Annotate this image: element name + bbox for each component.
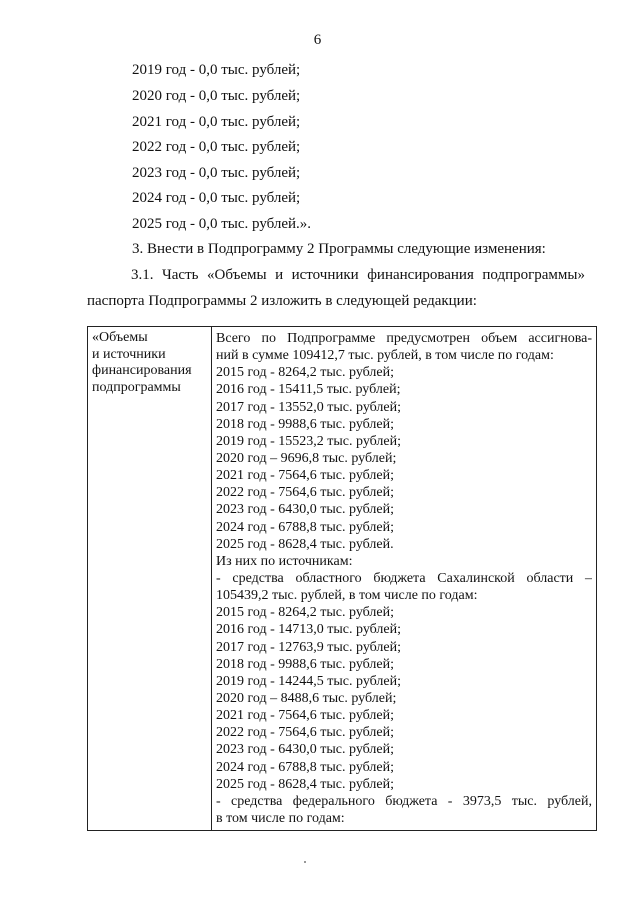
right-cell-line: 2022 год - 7564,6 тыс. рублей; [216, 725, 395, 741]
right-cell-line: 2023 год - 6430,0 тыс. рублей; [216, 742, 395, 758]
right-cell-line: Всего по Подпрограмме предусмотрен объем ассигнова- [216, 331, 592, 346]
right-cell-line: ний в сумме 109412,7 тыс. рублей, в том числе по годам: [216, 348, 554, 364]
year-line: 2021 год - 0,0 тыс. рублей; [132, 114, 301, 130]
right-cell-line: 2019 год - 15523,2 тыс. рублей; [216, 433, 402, 449]
right-cell-line: 2016 год - 15411,5 тыс. рублей; [216, 382, 401, 398]
right-cell-line: 2015 год - 8264,2 тыс. рублей; [216, 605, 395, 621]
scan-speck [304, 861, 306, 863]
year-line: 2022 год - 0,0 тыс. рублей; [132, 139, 301, 155]
right-cell-line: 2025 год - 8628,4 тыс. рублей. [216, 536, 394, 552]
right-cell-line: в том числе по годам: [216, 810, 345, 826]
right-cell-line: - средства федерального бюджета - 3973,5 тыс. рублей, [216, 793, 592, 809]
right-cell-line: 2021 год - 7564,6 тыс. рублей; [216, 708, 395, 724]
right-cell-line: 2017 год - 13552,0 тыс. рублей; [216, 399, 402, 415]
right-cell-line: 2020 год – 8488,6 тыс. рублей; [216, 690, 397, 706]
right-cell-line: 2015 год - 8264,2 тыс. рублей; [216, 365, 395, 381]
paragraph-item-3: 3. Внести в Подпрограмму 2 Программы следующие изменения: [132, 241, 546, 257]
page-number: 6 [313, 32, 322, 48]
table-left-cell [92, 330, 210, 396]
right-cell-line: - средства областного бюджета Сахалинской области – [216, 570, 592, 586]
right-cell-line: 2024 год - 6788,8 тыс. рублей; [216, 519, 395, 535]
year-line: 2023 год - 0,0 тыс. рублей; [132, 165, 301, 181]
left-cell-line: подпрограммы [92, 379, 181, 395]
paragraph-item-3-1-line-2: паспорта Подпрограммы 2 изложить в следующей редакции: [87, 293, 477, 309]
left-cell-line: «Объемы [92, 330, 148, 345]
financing-table [87, 326, 597, 831]
year-line: 2020 год - 0,0 тыс. рублей; [132, 88, 301, 104]
right-cell-line: 2020 год – 9696,8 тыс. рублей; [216, 450, 397, 466]
year-line: 2025 год - 0,0 тыс. рублей.». [132, 216, 312, 232]
right-cell-line: 2021 год - 7564,6 тыс. рублей; [216, 468, 395, 484]
table-column-divider [211, 327, 212, 830]
right-cell-line: 2024 год - 6788,8 тыс. рублей; [216, 759, 395, 775]
right-cell-line: 2018 год - 9988,6 тыс. рублей; [216, 656, 395, 672]
right-cell-line: Из них по источникам: [216, 553, 353, 569]
right-cell-line: 2017 год - 12763,9 тыс. рублей; [216, 639, 402, 655]
left-cell-line: финансирования [92, 363, 192, 379]
table-right-cell [216, 330, 592, 827]
year-line: 2019 год - 0,0 тыс. рублей; [132, 62, 301, 78]
right-cell-line: 2016 год - 14713,0 тыс. рублей; [216, 622, 402, 638]
right-cell-line: 2023 год - 6430,0 тыс. рублей; [216, 502, 395, 518]
year-line: 2024 год - 0,0 тыс. рублей; [132, 190, 301, 206]
right-cell-line: 2022 год - 7564,6 тыс. рублей; [216, 485, 395, 501]
right-cell-line: 105439,2 тыс. рублей, в том числе по годам: [216, 588, 478, 604]
left-cell-line: и источники [92, 346, 166, 362]
paragraph-item-3-1-line-1: 3.1. Часть «Объемы и источники финансирования подпрограммы» [131, 267, 585, 283]
right-cell-line: 2018 год - 9988,6 тыс. рублей; [216, 416, 395, 432]
right-cell-line: 2019 год - 14244,5 тыс. рублей; [216, 673, 402, 689]
right-cell-line: 2025 год - 8628,4 тыс. рублей; [216, 776, 395, 792]
